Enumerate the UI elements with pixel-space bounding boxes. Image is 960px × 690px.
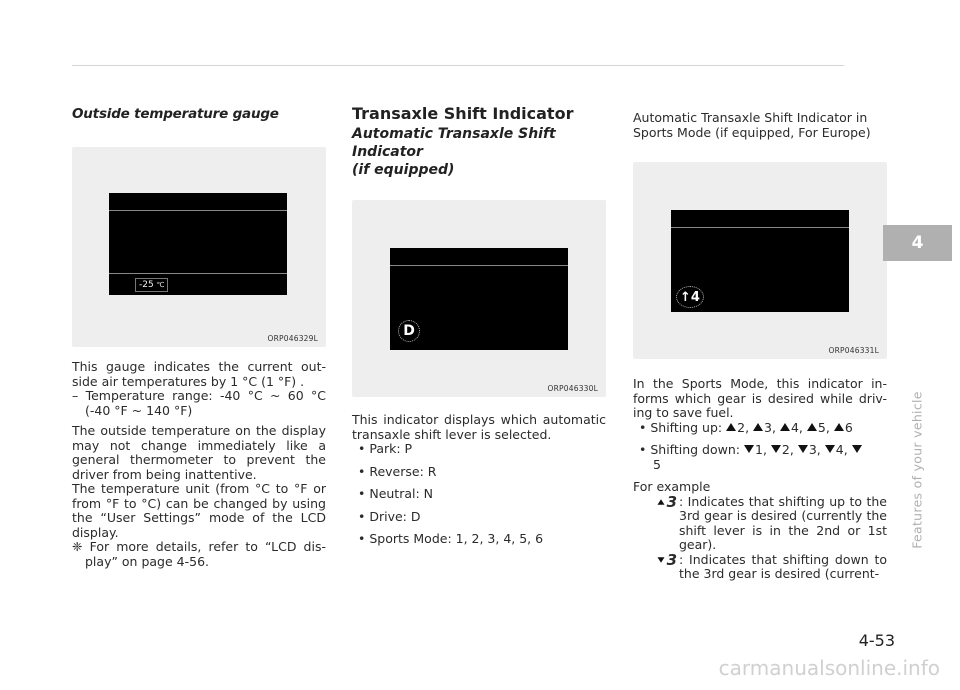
figure-code: ORP046331L bbox=[828, 346, 879, 355]
shift-up-icon bbox=[834, 423, 844, 431]
shift-up-list: • Shifting up: 2, 3, 4, 5, 6 bbox=[639, 419, 853, 435]
shift-down-list: • Shifting down: 1, 2, 3, 4, 5 bbox=[633, 443, 887, 472]
section-title: Transaxle Shift Indicator bbox=[352, 104, 574, 123]
subsection-title: (if equipped) bbox=[352, 162, 455, 178]
watermark: carmanualsonline.info bbox=[718, 656, 940, 680]
section-title: Automatic Transaxle Shift Indicator in bbox=[633, 110, 868, 125]
shift-down-icon bbox=[798, 445, 808, 453]
divider-line bbox=[390, 265, 568, 266]
list-item: • Sports Mode: 1, 2, 3, 4, 5, 6 bbox=[358, 531, 544, 546]
section-title: Sports Mode (if equipped, For Europe) bbox=[633, 125, 871, 140]
chapter-tab: 4 bbox=[883, 225, 952, 261]
subsection-title: Automatic Transaxle Shift Indicator bbox=[352, 126, 556, 160]
gear-indicator: D bbox=[398, 320, 420, 342]
figure-code: ORP046329L bbox=[267, 334, 318, 343]
reference-note: ❈ For more details, refer to “LCD dis-play” on page 4-56. bbox=[72, 539, 326, 569]
sports-gear-indicator: ↑4 bbox=[676, 286, 704, 308]
lcd-screen bbox=[109, 193, 287, 295]
figure-temperature-display bbox=[72, 147, 326, 347]
shift-up-gear-icon: 3 bbox=[633, 495, 679, 553]
paragraph: This gauge indicates the current out-side air temperatures by 1 °C (1 °F) . bbox=[72, 359, 326, 389]
lcd-screen bbox=[671, 210, 849, 312]
paragraph: The outside temperature on the display may not change immediately like a general thermometer to prevent the driver from being inattentive. bbox=[72, 423, 326, 482]
example-down: 3 : Indicates that shifting down to the 3rd gear is desired (current- bbox=[633, 553, 887, 582]
paragraph: This indicator displays which automatic transaxle shift lever is selected. bbox=[352, 412, 606, 442]
shift-up-icon bbox=[807, 423, 817, 431]
temperature-readout: -25 ℃ bbox=[135, 278, 168, 292]
lcd-screen bbox=[390, 248, 568, 350]
figure-code: ORP046330L bbox=[547, 384, 598, 393]
range-text: – Temperature range: -40 °C ~ 60 °C (-40 °F ~ 140 °F) bbox=[72, 388, 326, 418]
shift-up-icon bbox=[753, 423, 763, 431]
divider-line bbox=[671, 227, 849, 228]
list-item: • Reverse: R bbox=[358, 463, 437, 479]
shift-up-icon bbox=[780, 423, 790, 431]
paragraph: The temperature unit (from °C to °F or from °F to °C) can be changed by using the “User Settings” mode of the LCD display. bbox=[72, 481, 326, 540]
column-sports-mode bbox=[633, 100, 887, 582]
example-up: 3 : Indicates that shifting up to the 3rd gear is desired (currently the shift lever is in the 2nd or 1st gear). bbox=[633, 495, 887, 553]
divider-line bbox=[109, 210, 287, 211]
figure-gear-display bbox=[352, 200, 606, 397]
example-label: For example bbox=[633, 479, 711, 494]
section-title: Outside temperature gauge bbox=[72, 106, 279, 122]
page-number: 4-53 bbox=[858, 631, 895, 650]
figure-sports-display bbox=[633, 162, 887, 359]
list-item: • Park: P bbox=[358, 441, 413, 456]
column-outside-temperature bbox=[72, 100, 326, 569]
shift-down-gear-icon: 3 bbox=[633, 553, 679, 582]
shift-down-icon bbox=[852, 445, 862, 453]
shift-up-icon bbox=[726, 423, 736, 431]
divider-line bbox=[109, 273, 287, 274]
shift-down-icon bbox=[771, 445, 781, 453]
chapter-title: Features of your vehicle bbox=[909, 391, 925, 549]
shift-down-icon bbox=[825, 445, 835, 453]
paragraph: In the Sports Mode, this indicator in-forms which gear is desired while driv-ing to save fuel. bbox=[633, 376, 887, 420]
list-item: • Drive: D bbox=[358, 508, 421, 524]
column-shift-indicator bbox=[352, 100, 606, 547]
shift-down-icon bbox=[744, 445, 754, 453]
top-rule bbox=[72, 65, 844, 66]
list-item: • Neutral: N bbox=[358, 486, 434, 501]
